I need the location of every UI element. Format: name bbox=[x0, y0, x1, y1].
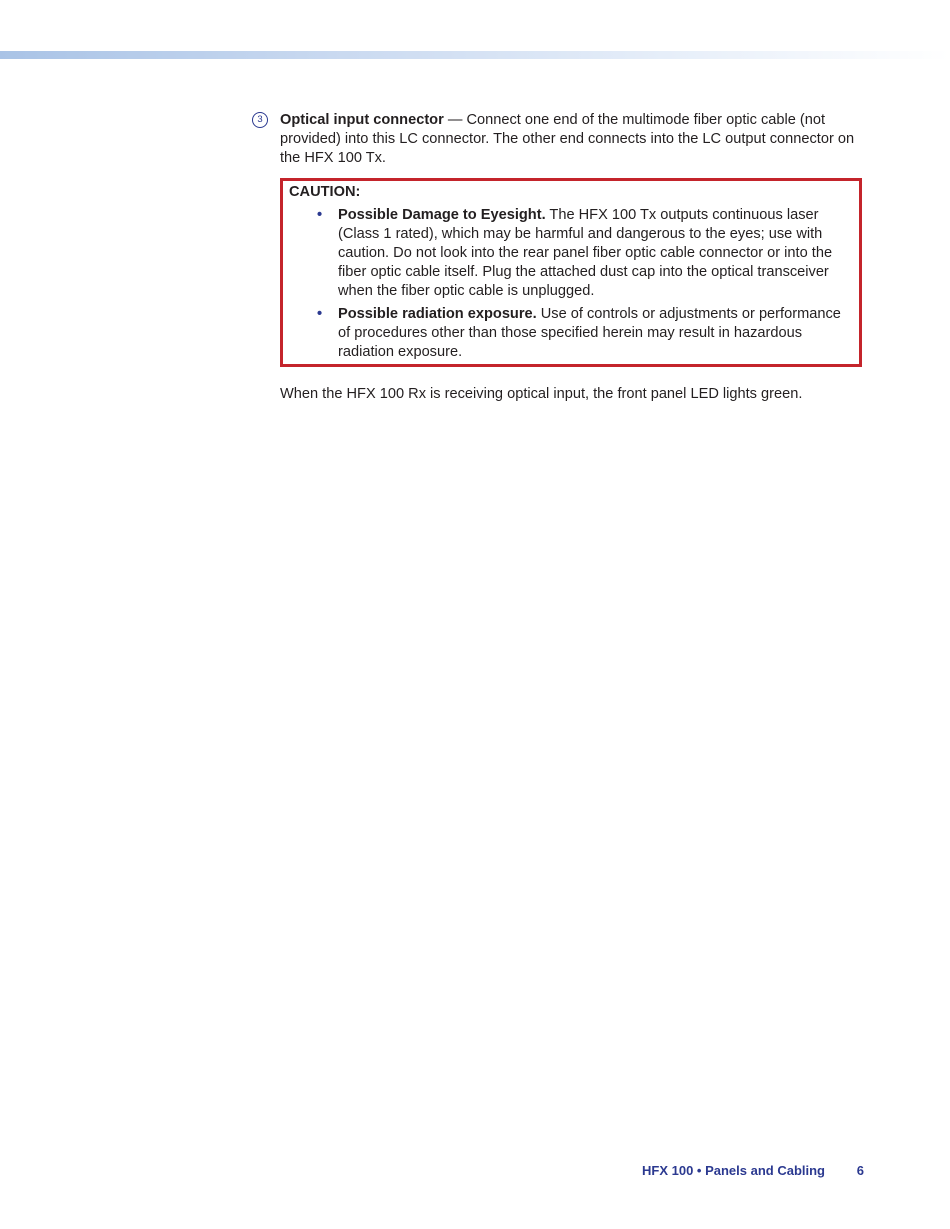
bullet-title: Possible radiation exposure. bbox=[338, 306, 537, 322]
footer-title: HFX 100 • Panels and Cabling bbox=[642, 1163, 825, 1178]
header-gradient-band bbox=[0, 51, 950, 59]
caution-bullet-radiation bbox=[289, 305, 851, 362]
caution-bullet-eyesight bbox=[289, 206, 851, 301]
item-title: Optical input connector bbox=[280, 112, 444, 128]
bullet-marker: • bbox=[317, 207, 323, 223]
bullet-text: The HFX 100 Tx outputs continuous laser (Class 1 rated), which may be harmful and dangerous to the eyes; use with caution. Do not look into the rear panel fiber optic cable connector or into the fiber optic cable itself. Plug the attached dust cap into the optical transceiver when the fiber optic cable is unplugged. bbox=[338, 207, 833, 299]
page-content bbox=[257, 111, 870, 404]
body-paragraph: When the HFX 100 Rx is receiving optical input, the front panel LED lights green. bbox=[280, 386, 803, 402]
bullet-text: Use of controls or adjustments or performance of procedures other than those specified herein may result in hazardous radiation exposure. bbox=[338, 306, 841, 360]
item-text: — Connect one end of the multimode fiber optic cable (not provided) into this LC connector. The other end connects into the LC output connector on the HFX 100 Tx. bbox=[280, 112, 855, 166]
item-number-badge: 3 bbox=[252, 112, 268, 128]
caution-box bbox=[280, 178, 862, 367]
caution-heading: CAUTION: bbox=[289, 184, 361, 200]
bullet-marker: • bbox=[317, 306, 323, 322]
page-number: 6 bbox=[856, 1163, 864, 1178]
numbered-item bbox=[257, 111, 870, 168]
bullet-title: Possible Damage to Eyesight. bbox=[338, 207, 546, 223]
